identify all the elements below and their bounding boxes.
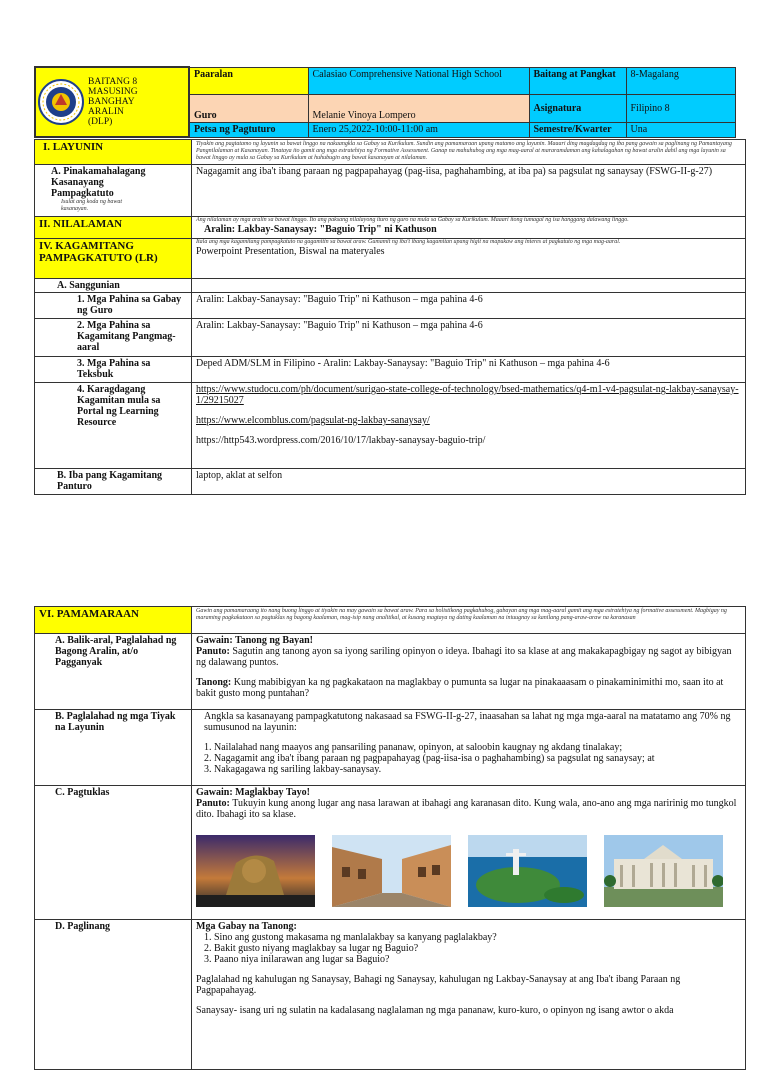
list-item: 2. Bakit gusto niyang maglakbay sa lugar ng Baguio?: [214, 943, 741, 954]
kagamitang-pangmag-aaral-value: Aralin: Lakbay-Sanaysay: "Baguio Trip" ni Kathuson – mga pahina 4-6: [192, 319, 746, 357]
pamamaraan-table: [34, 606, 746, 1070]
pagtuklas-title: Gawain: Maglakbay Tayo!: [196, 787, 310, 798]
paglinang-title: Mga Gabay na Tanong:: [196, 921, 297, 932]
petsa-label: Petsa ng Pagtuturo: [189, 122, 308, 137]
kagamitang-pangmag-aaral-label: 2. Mga Pahina sa Kagamitang Pangmag-aaral: [35, 319, 192, 357]
pamamaraan-note: Gawin ang pamamaraang ito nang buong linggo at tiyakin na may gawain sa bawat araw. Para sa holistikong pagkahubog, gabayan ang mga mag-aaral gamit ang mga estratehiya ng formative assessment. Magbigay ng maraming pagkakataon sa pagtuklas ng bagong kaalaman, mag-isip nang analitikal, at kusang magtaya ng dating kaalaman na iniuugnay sa kanilang pang-araw-araw na karanasan: [192, 607, 746, 634]
pagtuklas-label: C. Pagtuklas: [35, 786, 192, 920]
list-item: 1. Nailalahad nang maayos ang pansariling pananaw, opinyon, at saloobin kaugnay ng akdang tinalakay;: [214, 742, 741, 753]
list-item: 3. Nakagagawa ng sariling lakbay-sanaysay.: [214, 764, 741, 775]
portal-link-studocu[interactable]: https://www.studocu.com/ph/document/surigao-state-college-of-technology/bsed-mathematics/q4-m1-v4-pagsulat-ng-lakbay-sanaysay-1/29215027: [196, 384, 739, 406]
kagamitan-label: IV. KAGAMITANG PAMPAGKATUTO (LR): [35, 239, 192, 279]
list-item: 2. Nagagamit ang iba't ibang paraan ng pagpapahayag (pag-iisa-isa o paghahambing) sa pagsulat ng sanaysay; at: [214, 753, 741, 764]
tiyak-na-layunin-content: [192, 710, 746, 786]
iba-pang-kagamitan-value: laptop, aklat at selfon: [192, 469, 746, 495]
header-logo-cell: [35, 67, 189, 137]
paaralan-value: Calasiao Comprehensive National High School: [308, 67, 529, 94]
guro-label: Guro: [189, 94, 308, 122]
pagtuklas-panuto-label: Panuto:: [196, 798, 230, 809]
kasanayan-note: Isulat ang koda ng bawat kasanayan.: [61, 199, 122, 212]
gabay-na-tanong-list: [196, 932, 741, 965]
paglinang-paragraph: Paglalahad ng kahulugan ng Sanaysay, Bahagi ng Sanaysay, kahulugan ng Lakbay-Sanaysay at ang Iba't ibang Paraan ng Pagpapahayag.: [196, 974, 681, 996]
gabay-guro-label: 1. Mga Pahina sa Gabay ng Guro: [35, 293, 192, 319]
baitang-label: Baitang at Pangkat: [529, 67, 626, 94]
portal-link-elcomblus[interactable]: https://www.elcomblus.com/pagsulat-ng-lakbay-sanaysay/: [196, 415, 430, 426]
balik-aral-tanong: Kung mabibigyan ka ng pagkakataon na maglakbay o pumunta sa lugar na pinakaaasam o pinakaminimithi mo, saan ito at bakit gusto mong puntahan?: [196, 677, 724, 699]
pagtuklas-content: [192, 786, 746, 920]
balik-aral-title: Gawain: Tanong ng Bayan!: [196, 635, 313, 646]
list-item: 1. Sino ang gustong makasama ng manlalakbay sa kanyang paglalakbay?: [214, 932, 741, 943]
kasanayan-cell: [35, 165, 192, 217]
sanaysay-definition: Sanaysay- isang uri ng sulatin na kadalasang naglalaman ng mga pananaw, kuro-kuro, o opinyon ng isang awtor o akda: [196, 1005, 674, 1016]
semestre-label: Semestre/Kwarter: [529, 122, 626, 137]
gabay-guro-value: Aralin: Lakbay-Sanaysay: "Baguio Trip" ni Kathuson – mga pahina 4-6: [192, 293, 746, 319]
balik-aral-panuto-label: Panuto:: [196, 646, 230, 657]
pagtuklas-panuto: Tukuyin kung anong lugar ang nasa larawan at ibahagi ang karanasan dito. Kung wala, ano-ano ang mga naririnig mo tungkol dito. Ibahagi ito sa klase.: [196, 798, 737, 820]
teksbuk-label: 3. Mga Pahina sa Teksbuk: [35, 357, 192, 383]
paglinang-content: [192, 920, 746, 1070]
capitol-building-image: [604, 835, 723, 907]
list-item: 3. Paano niya inilarawan ang lugar sa Baguio?: [214, 954, 741, 965]
layunin-note: Tiyakin ang pagtatamo ng layunin sa bawat linggo na nakaangkla sa Gabay sa Kurikulum. Sundin ang pamamaraan upang matamo ang layunin. Maaari ding magdagdag ng iba pang gawain sa paglinang ng Pamantayang Pangnilalaman at Kasanayan. Tinataya ito gamit ang mga estratehiya ng Formative Assessment. Ganap na mahuhubog ang mga mag-aaral at mararamdaman ang kahalagahan ng bawat aralin dahil ang mga layunin sa bawat linggo ay mula sa Gabay sa Kurikulum at huhubugin ang bawat kasanayan at nilalaman.: [192, 140, 746, 165]
portal-link-wordpress[interactable]: https://http543.wordpress.com/2016/10/17/lakbay-sanaysay-baguio-trip/: [196, 435, 486, 446]
nilalaman-value: Aralin: Lakbay-Sanaysay: "Baguio Trip" ni Kathuson: [204, 224, 437, 235]
lion-head-image: [196, 835, 315, 907]
kasanayan-value: Nagagamit ang iba't ibang paraan ng pagpapahayag (pag-iisa, paghahambing, at iba pa) sa pagsulat ng sanaysay (FSWG-II-g-27): [192, 165, 746, 217]
teksbuk-value: Deped ADM/SLM in Filipino - Aralin: Lakbay-Sanaysay: "Baguio Trip" ni Kathuson – mga pahina 4-6: [192, 357, 746, 383]
nilalaman-label: II. NILALAMAN: [35, 217, 192, 239]
balik-aral-tanong-label: Tanong:: [196, 677, 232, 688]
asignatura-value: Filipino 8: [626, 94, 735, 122]
semestre-value: Una: [626, 122, 735, 137]
petsa-value: Enero 25,2022-10:00-11:00 am: [308, 122, 529, 137]
balik-aral-label: A. Balik-aral, Paglalahad ng Bagong Aralin, at/o Pagganyak: [35, 634, 192, 710]
nilalaman-note: Ang nilalaman ay mga aralin sa bawat linggo. Ito ang paksang nilalayong ituro ng guro na mula sa Gabay sa Kurikulum. Maaari itong tumagal ng isa hanggang dalawang linggo.: [196, 217, 629, 223]
layunin-label: I. LAYUNIN: [35, 140, 192, 165]
vigan-street-image: [332, 835, 451, 907]
paglinang-label: D. Paglinang: [35, 920, 192, 1070]
island-statue-image: [468, 835, 587, 907]
portal-label: 4. Karagdagang Kagamitan mula sa Portal ng Learning Resource: [35, 383, 192, 469]
lesson-plan-section-table: [34, 139, 746, 495]
doc-title: BAITANG 8 MASUSING BANGHAY ARALIN (DLP): [88, 77, 138, 127]
guro-value: Melanie Vinoya Lompero: [308, 94, 529, 122]
deped-seal-icon: [38, 79, 84, 125]
kagamitan-value: Powerpoint Presentation, Biswal na materyales: [196, 246, 385, 257]
pamamaraan-label: VI. PAMAMARAAN: [35, 607, 192, 634]
balik-aral-panuto: Sagutin ang tanong ayon sa iyong sariling opinyon o ideya. Ibahagi ito sa klase at ang makakapagbigay ng sagot ay bibigyan ng dalawang puntos.: [196, 646, 732, 668]
balik-aral-content: [192, 634, 746, 710]
pagtuklas-images: [196, 835, 741, 907]
tiyak-na-layunin-list: [196, 742, 741, 775]
kasanayan-label: A. Pinakamahalagang Kasanayang Pampagkatuto: [51, 166, 146, 199]
tiyak-na-layunin-intro: Angkla sa kasanayang pampagkatutong nakasaad sa FSWG-II-g-27, inaasahan sa lahat ng mga mga-aaral na matatamo ang 70% ng sumusunod na layunin:: [204, 711, 731, 733]
portal-links: [192, 383, 746, 469]
baitang-value: 8-Magalang: [626, 67, 735, 94]
asignatura-label: Asignatura: [529, 94, 626, 122]
kagamitan-note: Itala ang mga kagamitang pampagkatuto na gagamitin sa bawat araw. Gumamit ng iba't ibang kagamitan upang higit na mapukaw ang interes at pagkatuto ng mga mag-aaral.: [196, 239, 621, 245]
iba-pang-kagamitan-label: B. Iba pang Kagamitang Panturo: [35, 469, 192, 495]
sanggunian-label: A. Sanggunian: [35, 279, 192, 293]
tiyak-na-layunin-label: B. Paglalahad ng mga Tiyak na Layunin: [35, 710, 192, 786]
lesson-plan-header-table: [34, 66, 736, 138]
paaralan-label: Paaralan: [189, 67, 308, 94]
